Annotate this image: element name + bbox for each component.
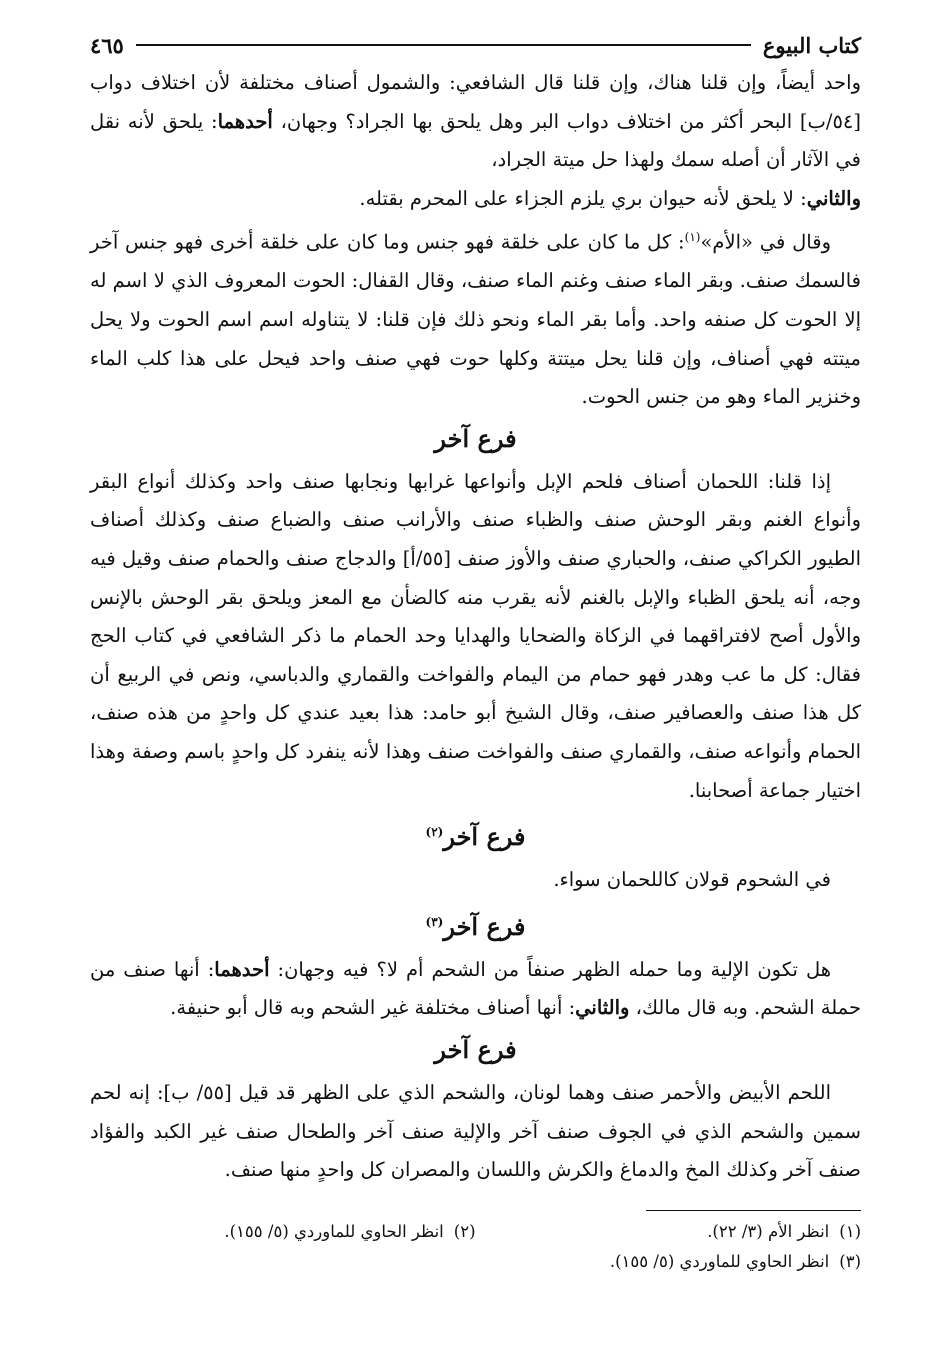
- paragraph-1: واحد أيضاً، وإن قلنا هناك، وإن قلنا قال الشافعي: والشمول أصناف مختلفة لأن اختلاف دواب [٥٤/ب] البحر أكثر من اختلاف دواب البر وهل يلحق بها الجراد؟ وجهان، أحدهما: يلحق لأنه نقل في الآثار أن أصله سمك ولهذا حل ميتة الجراد، والثاني: لا يلحق لأنه حيوان بري يلزم الجزاء على المحرم بقتله.: [90, 71, 861, 210]
- chapter-title: كتاب البيوع: [762, 32, 861, 58]
- section-heading-1: فرع آخر: [434, 423, 517, 453]
- running-header: [90, 28, 861, 62]
- footnote-1: (١)انظر الأم (٣/ ٢٢).: [707, 1221, 861, 1241]
- footnote-rule: [646, 1210, 861, 1211]
- paragraph-3: إذا قلنا: اللحمان أصناف فلحم الإبل وأنواعها غرابها ونجابها صنف واحد وكذلك أنواع البقر وأنواع الغنم وبقر الوحش صنف والظباء صنف والأرانب صنف والضباع صنف وكذلك أصناف الطيور الكراكي صنف، والحباري صنف والأوز صنف [٥٥/أ] والدجاج صنف والحمام صنف وقيل فيه وجه، أنه يلحق الظباء والإبل بالغنم لأنه يقرب منه كالضأن مع المعز ويلحق بقر الوحش بالإنس والأول أصح لافتراقهما في الزكاة والضحايا والهدايا وحد الحمام ما ذكر الشافعي في كتاب الحج فقال: كل ما عب وهدر فهو حمام من اليمام والفواخت والقماري والدباسي، ونص في الربيع أن كل هذا صنف والعصافير صنف، وقال الشيخ أبو حامد: هذا بعيد عندي كل واحدٍ من هذه صنف، الحمام وأنواعه صنف، والقماري صنف والفواخت صنف وهذا لأنه ينفرد كل واحدٍ باسم وصفة وهذا اختيار جماعة أصحابنا.: [90, 469, 861, 802]
- section-heading-3: فرع آخر$^{(٣)}$: [425, 911, 526, 941]
- paragraph-5: هل تكون الإلية وما حمله الظهر صنفاً من الشحم أم لا؟ فيه وجهان: أحدهما: أنها صنف من حملة الشحم. وبه قال مالك، والثاني: أنها أصناف مختلفة غير الشحم وبه قال أبو حنيفة.: [90, 957, 861, 1020]
- paragraph-6: اللحم الأبيض والأحمر صنف وهما لونان، والشحم الذي على الظهر قد قيل [٥٥/ ب]: إنه لحم سمين والشحم الذي في الجوف صنف آخر والإلية صنف آخر والطحال صنف غير الكبد والفؤاد صنف آخر وكذلك المخ والدماغ والكرش واللسان والمصران كل واحدٍ منها صنف.: [90, 1080, 861, 1182]
- main-text: [90, 64, 861, 1190]
- document-page: [90, 28, 861, 1277]
- footnote-ref-2[interactable]: (٢): [425, 825, 444, 840]
- page-number: ٤٦٥: [90, 32, 124, 58]
- footnote-3: (٣)انظر الحاوي للماوردي (٥/ ١٥٥).: [609, 1251, 861, 1271]
- footnote-ref-3[interactable]: (٣): [425, 914, 444, 929]
- paragraph-2: وقال في «الأم»$^{(١)}$: كل ما كان على خلقة فهو جنس وما كان على خلقة أخرى فهو جنس آخر فالسمك صنف. وبقر الماء صنف وغنم الماء صنف، وقال القفال: الحوت المعروف الذي لا اسم له إلا الحوت كل صنفه واحد. وأما بقر الماء ونحو ذلك فإن قلنا: لا يتناوله اسم اسم الحوت ولا يحل ميتته فهي أصناف، وإن قلنا يحل ميتتة وكلها حوت فهي صنف واحد فيحل على هذا كلب الماء وخنزير الماء وهو من جنس الحوت.: [90, 230, 861, 409]
- footnote-2: (٢)انظر الحاوي للماوردي (٥/ ١٥٥).: [224, 1221, 476, 1241]
- paragraph-4: في الشحوم قولان كاللحمان سواء.: [553, 868, 831, 892]
- section-heading-2: فرع آخر$^{(٢)}$: [425, 822, 526, 852]
- section-heading-4: فرع آخر: [434, 1034, 517, 1064]
- footnotes: [90, 1217, 861, 1277]
- header-rule: [136, 44, 751, 46]
- footnote-ref-1[interactable]: (١): [684, 230, 701, 245]
